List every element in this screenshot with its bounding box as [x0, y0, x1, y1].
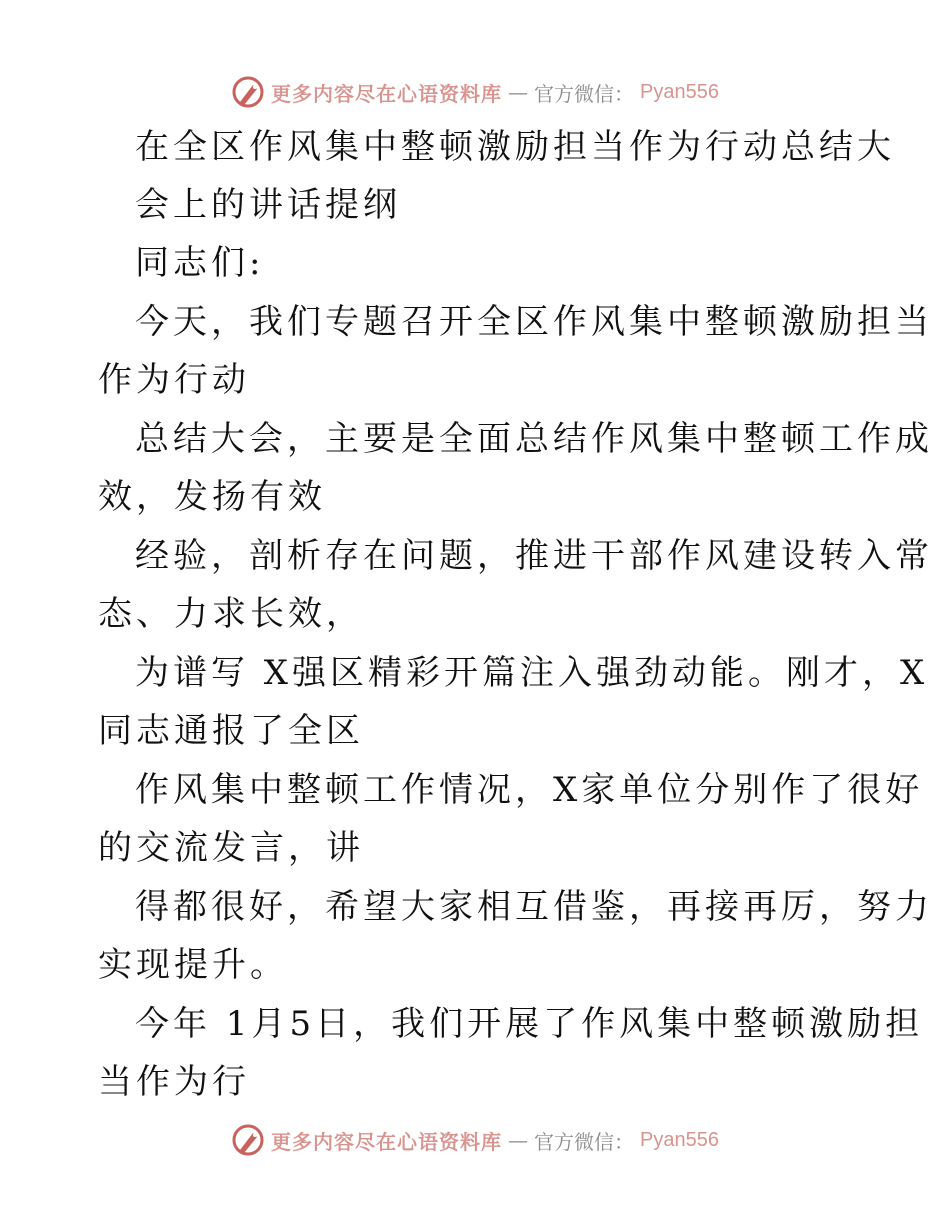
paragraph-line: 当作为行	[98, 1062, 250, 1102]
document-title-line-2: 会上的讲话提纲	[135, 185, 401, 225]
paragraph-line: 得都很好，希望大家相互借鉴，再接再厉，努力	[135, 887, 933, 927]
document-title-line-1: 在全区作风集中整顿激励担当作为行动总结大	[135, 127, 895, 167]
watermark-wechat-id: Pyan556	[640, 80, 719, 103]
paragraph-line: 今年 1月5日，我们开展了作风集中整顿激励担	[135, 1004, 924, 1044]
paragraph-line: 为谱写 X强区精彩开篇注入强劲动能。刚才，X	[135, 653, 929, 693]
paragraph-line: 实现提升。	[98, 945, 288, 985]
watermark-footer	[0, 1120, 950, 1160]
paragraph-line: 的交流发言，讲	[98, 828, 364, 868]
paragraph-line: 经验，剖析存在问题，推进干部作风建设转入常	[135, 536, 933, 576]
watermark-separator: —	[508, 80, 529, 104]
paragraph-line: 总结大会，主要是全面总结作风集中整顿工作成	[135, 419, 933, 459]
watermark-separator: —	[508, 1128, 529, 1152]
watermark-brand: 更多内容尽在心语资料库	[271, 81, 503, 106]
paragraph-line: 作为行动	[98, 360, 250, 400]
paragraph-line: 今天，我们专题召开全区作风集中整顿激励担当	[135, 302, 933, 342]
paragraph-line: 作风集中整顿工作情况，X家单位分别作了很好	[135, 770, 924, 810]
pen-nib-circle-icon	[231, 1123, 265, 1157]
watermark-header	[0, 72, 950, 112]
salutation: 同志们:	[135, 243, 265, 283]
paragraph-line: 态、力求长效，	[98, 594, 364, 634]
paragraph-line: 同志通报了全区	[98, 711, 364, 751]
paragraph-line: 效，发扬有效	[98, 477, 326, 517]
watermark-label: 官方微信：	[534, 81, 635, 106]
watermark-brand: 更多内容尽在心语资料库	[271, 1129, 503, 1154]
watermark-wechat-id: Pyan556	[640, 1128, 719, 1151]
watermark-label: 官方微信：	[534, 1129, 635, 1154]
pen-nib-circle-icon	[231, 75, 265, 109]
